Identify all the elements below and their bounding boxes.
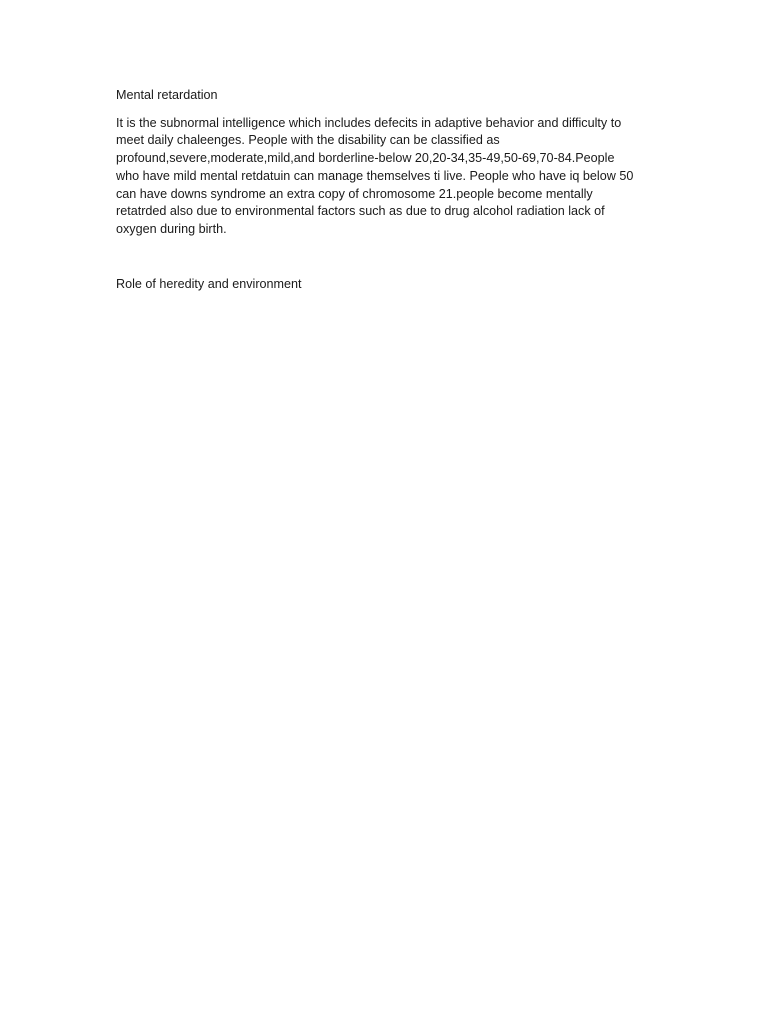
paragraph-line: It is the subnormal intelligence which includes defecits in adaptive behavior and difficulty to (116, 115, 622, 130)
paragraph-line: meet daily chaleenges. People with the disability can be classified as (116, 133, 500, 148)
document-body (116, 87, 661, 293)
paragraph-line: profound,severe,moderate,mild,and borderline-below 20,20-34,35-49,50-69,70-84.People (116, 151, 615, 166)
section-heading-heredity-environment: Role of heredity and environment (116, 276, 302, 291)
paragraph-line: oxygen during birth. (116, 221, 227, 236)
paragraph-line: who have mild mental retdatuin can manage themselves ti live. People who have iq below 50 (116, 168, 634, 183)
paragraph-line: can have downs syndrome an extra copy of chromosome 21.people become mentally (116, 186, 593, 201)
paragraph-mental-retardation (116, 115, 661, 239)
paragraph-line: retatrded also due to environmental factors such as due to drug alcohol radiation lack of (116, 204, 605, 219)
section-heading-mental-retardation: Mental retardation (116, 88, 218, 102)
